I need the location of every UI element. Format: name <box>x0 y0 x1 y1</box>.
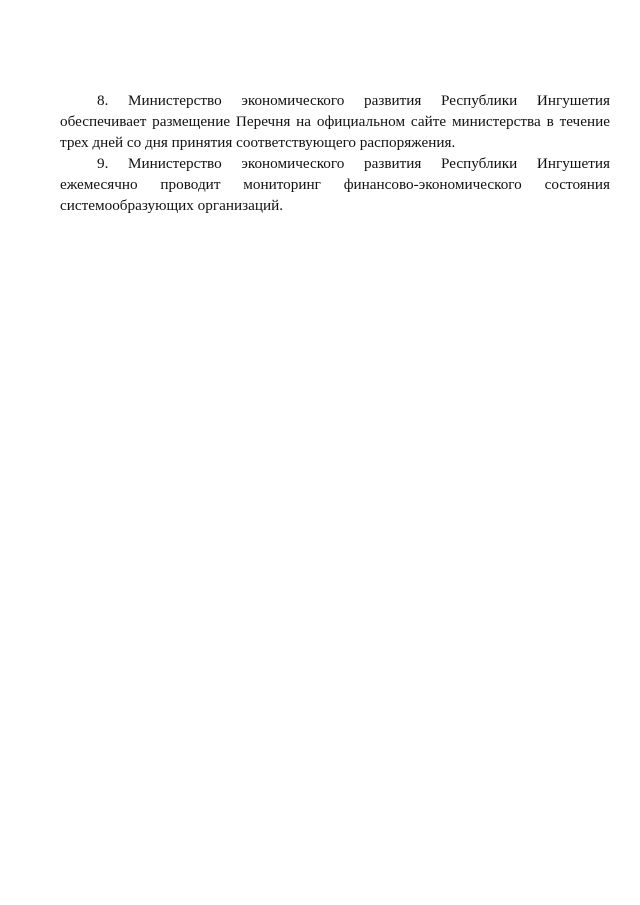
word: обеспечивает <box>60 113 147 130</box>
word: Министерство <box>128 155 222 172</box>
paragraph-line <box>60 174 610 195</box>
word: развития <box>364 92 422 109</box>
paragraph-line <box>60 90 610 111</box>
word: министерства <box>451 113 541 130</box>
word: Республики <box>441 92 518 109</box>
word: размещение <box>152 113 231 130</box>
word: проводит <box>160 176 221 193</box>
document-body <box>60 90 610 216</box>
word: Министерство <box>128 92 222 109</box>
word: ежемесячно <box>60 176 138 193</box>
paragraph-line <box>60 132 610 153</box>
word: Республики <box>441 155 518 172</box>
word: состояния <box>544 176 610 193</box>
word: мониторинг <box>243 176 321 193</box>
paragraph-8 <box>60 90 610 153</box>
paragraph-number: 8. <box>97 92 109 109</box>
word: течение <box>559 113 610 130</box>
word: развития <box>364 155 422 172</box>
paragraph-line <box>60 153 610 174</box>
paragraph-line <box>60 111 610 132</box>
word: экономического <box>241 92 345 109</box>
word: официальном <box>316 113 406 130</box>
word: на <box>296 113 312 130</box>
word: в <box>546 113 554 130</box>
word: Ингушетия <box>536 92 610 109</box>
paragraph-9 <box>60 153 610 216</box>
paragraph-number: 9. <box>97 155 109 172</box>
line-text: системообразующих организаций. <box>60 197 284 214</box>
line-text: трех дней со дня принятия соответствующего распоряжения. <box>60 134 456 151</box>
paragraph-line <box>60 195 610 216</box>
word: Ингушетия <box>536 155 610 172</box>
word: финансово-экономического <box>343 176 522 193</box>
word: сайте <box>410 113 447 130</box>
word: Перечня <box>235 113 291 130</box>
word: экономического <box>241 155 345 172</box>
